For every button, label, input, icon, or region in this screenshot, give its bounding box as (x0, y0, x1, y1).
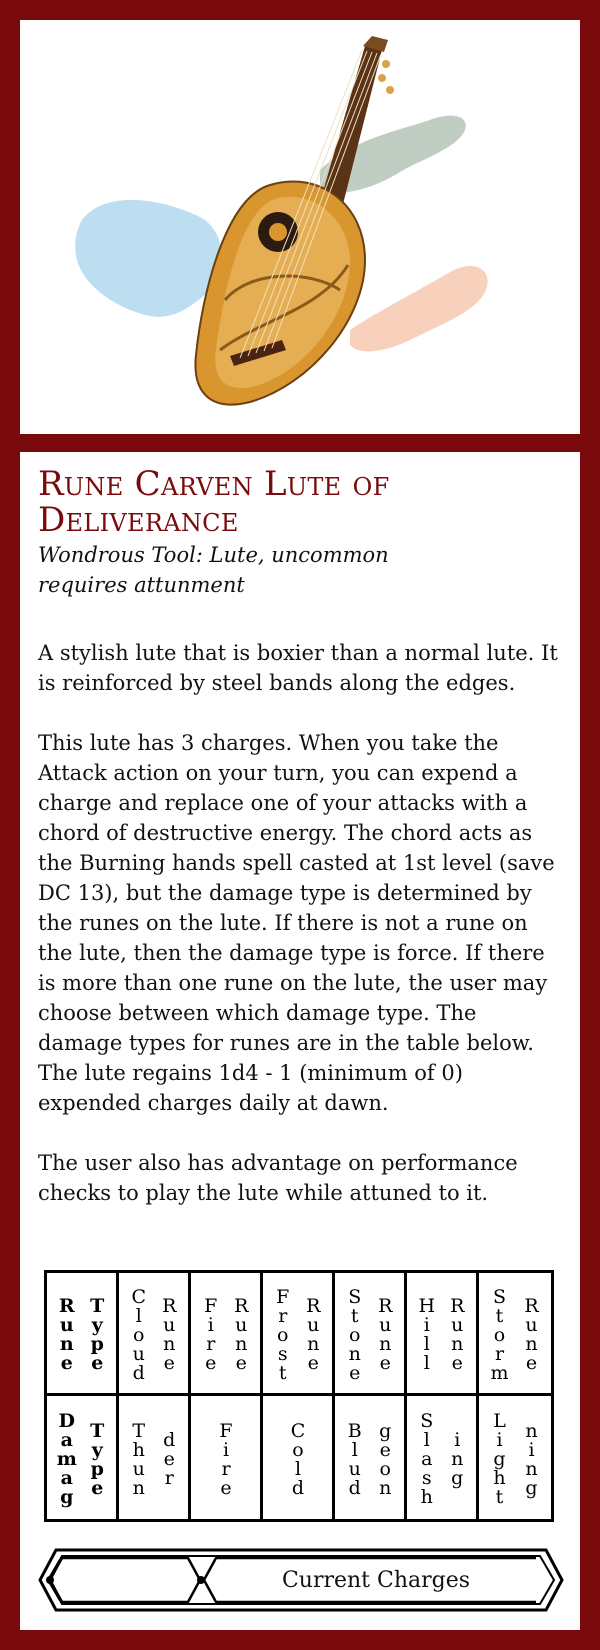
rune-cell-storm: Storm Rune (479, 1273, 551, 1396)
lute-illustration (20, 20, 580, 434)
description-paragraph: This lute has 3 charges. When you take the Attack action on your turn, you can expend a charge and replace one of your attacks with a chord of destructive energy. The chord acts as the Burning hands spell casted at 1st level (save DC 13), but the damage type is determined by the runes on the lute. If there is not a rune on the lute, then the damage type is force. If there is more than one rune on the lute, the user may choose between which damage type. The damage types for runes are in the table below. The lute regains 1d4 - 1 (minimum of 0) expended charges daily at dawn. (38, 731, 555, 1115)
item-description (38, 638, 560, 1238)
damage-cell-cold: Cold (263, 1396, 335, 1519)
item-type-line: Wondrous Tool: Lute, uncommon (38, 543, 389, 567)
peach-splash (350, 266, 488, 351)
description-paragraph: A stylish lute that is boxier than a normal lute. It is reinforced by steel bands along the edges. (38, 641, 558, 695)
table-header-damage-type: Damag Type (47, 1396, 119, 1519)
charges-label: Current Charges (281, 1567, 471, 1593)
damage-cell-thunder: Thun der (119, 1396, 191, 1519)
rune-cell-hill: Hill Rune (407, 1273, 479, 1396)
rune-cell-cloud: Cloud Rune (119, 1273, 191, 1396)
blue-splash (75, 200, 222, 317)
item-illustration-panel (20, 20, 580, 434)
description-paragraph: The user also has advantage on performance checks to play the lute while attuned to it. (38, 1151, 518, 1205)
rune-damage-table (44, 1270, 554, 1522)
rune-cell-stone: Stone Rune (335, 1273, 407, 1396)
damage-cell-fire: Fire (191, 1396, 263, 1519)
rune-cell-frost: Frost Rune (263, 1273, 335, 1396)
item-title: Rune Carven Lute of Deliverance (38, 464, 390, 540)
table-header-rune-type: Rune Type (47, 1273, 119, 1396)
charges-input[interactable] (52, 1556, 206, 1606)
item-attunement-line: requires attunment (38, 573, 245, 597)
damage-cell-lightning: Light ning (488, 1410, 543, 1505)
rune-cell-fire: Fire Rune (191, 1273, 263, 1396)
item-subtitle (38, 540, 558, 600)
damage-cell-slashing: Slash ing (407, 1396, 479, 1519)
item-card (20, 452, 580, 1630)
current-charges-tracker (36, 1546, 566, 1614)
damage-cell-bludgeon: Blud geon (335, 1396, 407, 1519)
